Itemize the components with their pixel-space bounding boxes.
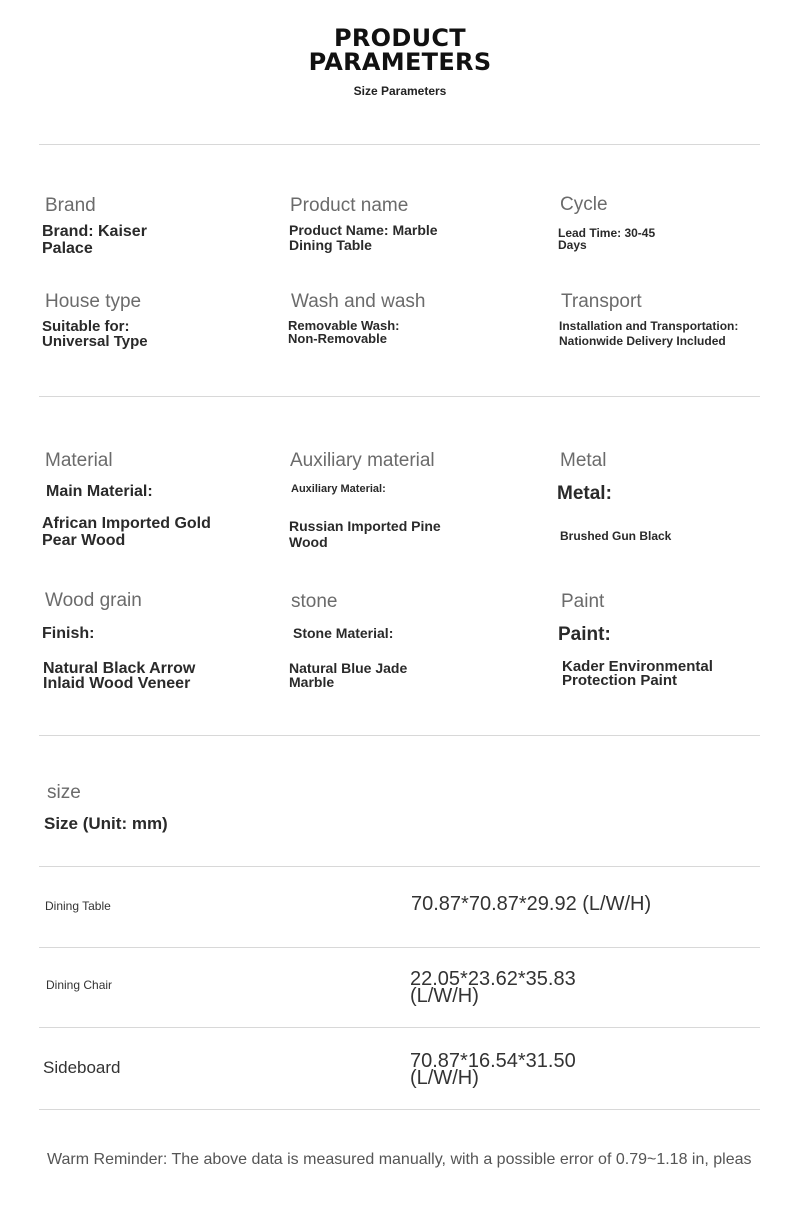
auxiliary-material-label: Auxiliary material bbox=[290, 450, 435, 471]
finish-value bbox=[43, 661, 195, 691]
product-name-line2: Dining Table bbox=[289, 237, 372, 253]
size-row-name: Dining Table bbox=[45, 899, 111, 913]
main-material-line1: African Imported Gold bbox=[42, 515, 211, 532]
size-heading: Size (Unit: mm) bbox=[44, 814, 168, 833]
size-row-dims-line2: (L/W/H) bbox=[410, 1067, 479, 1089]
cycle-value-line1: Lead Time: 30-45 bbox=[558, 226, 656, 240]
size-row-dims-line2: (L/W/H) bbox=[410, 985, 479, 1007]
product-name-label: Product name bbox=[290, 195, 409, 216]
divider bbox=[39, 1027, 760, 1028]
size-row-name: Dining Chair bbox=[46, 978, 113, 992]
transport-value-line1: Installation and Transportation: bbox=[559, 319, 739, 333]
auxiliary-material-line2: Wood bbox=[289, 534, 328, 550]
divider bbox=[39, 947, 760, 948]
brand-value-line2: Palace bbox=[42, 240, 93, 257]
wash-value bbox=[288, 319, 400, 345]
page-subtitle: Size Parameters bbox=[353, 84, 447, 98]
wash-value-line1: Removable Wash: bbox=[288, 318, 400, 333]
paint-label: Paint bbox=[561, 591, 605, 612]
product-name-value bbox=[289, 223, 438, 253]
stone-label: stone bbox=[291, 591, 338, 612]
house-type-line2: Universal Type bbox=[42, 333, 148, 350]
size-row-dims-line1: 70.87*70.87*29.92 (L/W/H) bbox=[411, 893, 652, 915]
size-row-dims-line1: 70.87*16.54*31.50 bbox=[410, 1050, 576, 1072]
warm-reminder: Warm Reminder: The above data is measured manually, with a possible error of 0.79~1.18 in, pleas bbox=[47, 1151, 752, 1168]
divider bbox=[39, 144, 760, 145]
main-material-line2: Pear Wood bbox=[42, 532, 126, 549]
house-type-value bbox=[42, 319, 148, 349]
stone-value-line1: Natural Blue Jade bbox=[289, 660, 408, 676]
finish-value-line2: Inlaid Wood Veneer bbox=[43, 675, 191, 692]
wash-value-line2: Non-Removable bbox=[288, 331, 387, 346]
size-row-dims bbox=[410, 968, 576, 1007]
house-type-label: House type bbox=[45, 291, 142, 312]
brand-value bbox=[42, 223, 147, 257]
transport-value-line2: Nationwide Delivery Included bbox=[559, 334, 726, 348]
paint-heading: Paint: bbox=[558, 624, 611, 645]
metal-value: Brushed Gun Black bbox=[560, 529, 672, 543]
wash-label: Wash and wash bbox=[291, 291, 426, 312]
transport-label: Transport bbox=[561, 291, 642, 312]
divider bbox=[39, 866, 760, 867]
cycle-value bbox=[558, 227, 655, 251]
stone-heading: Stone Material: bbox=[293, 625, 394, 641]
finish-heading: Finish: bbox=[42, 625, 95, 642]
metal-heading: Metal: bbox=[557, 483, 612, 504]
size-row-dims bbox=[411, 893, 652, 915]
main-material-heading: Main Material: bbox=[46, 483, 153, 500]
material-label: Material bbox=[45, 450, 113, 471]
page-title-line1: PRODUCT bbox=[334, 24, 466, 52]
finish-value-line1: Natural Black Arrow bbox=[43, 660, 196, 677]
main-material-value bbox=[42, 515, 211, 549]
auxiliary-material-line1: Russian Imported Pine bbox=[289, 518, 441, 534]
size-row-name: Sideboard bbox=[43, 1058, 121, 1077]
cycle-value-line2: Days bbox=[558, 238, 587, 252]
brand-label: Brand bbox=[45, 195, 96, 216]
page-title bbox=[0, 26, 790, 74]
size-label: size bbox=[47, 782, 81, 803]
house-type-line1: Suitable for: bbox=[42, 318, 130, 335]
product-name-line1: Product Name: Marble bbox=[289, 222, 438, 238]
size-row-dims-line1: 22.05*23.62*35.83 bbox=[410, 968, 576, 990]
transport-value bbox=[559, 319, 738, 349]
paint-value-line1: Kader Environmental bbox=[562, 658, 713, 675]
paint-value bbox=[562, 660, 713, 688]
divider bbox=[39, 396, 760, 397]
divider bbox=[39, 735, 760, 736]
stone-value bbox=[289, 661, 407, 689]
stone-value-line2: Marble bbox=[289, 674, 335, 690]
wood-grain-label: Wood grain bbox=[45, 590, 142, 611]
brand-value-line1: Brand: Kaiser bbox=[42, 223, 147, 240]
metal-label: Metal bbox=[560, 450, 607, 471]
size-row-dims bbox=[410, 1050, 576, 1089]
page-title-line2: PARAMETERS bbox=[308, 48, 492, 76]
auxiliary-material-value bbox=[289, 518, 441, 550]
auxiliary-material-heading: Auxiliary Material: bbox=[291, 483, 386, 495]
divider bbox=[39, 1109, 760, 1110]
cycle-label: Cycle bbox=[560, 194, 608, 215]
paint-value-line2: Protection Paint bbox=[562, 672, 678, 689]
